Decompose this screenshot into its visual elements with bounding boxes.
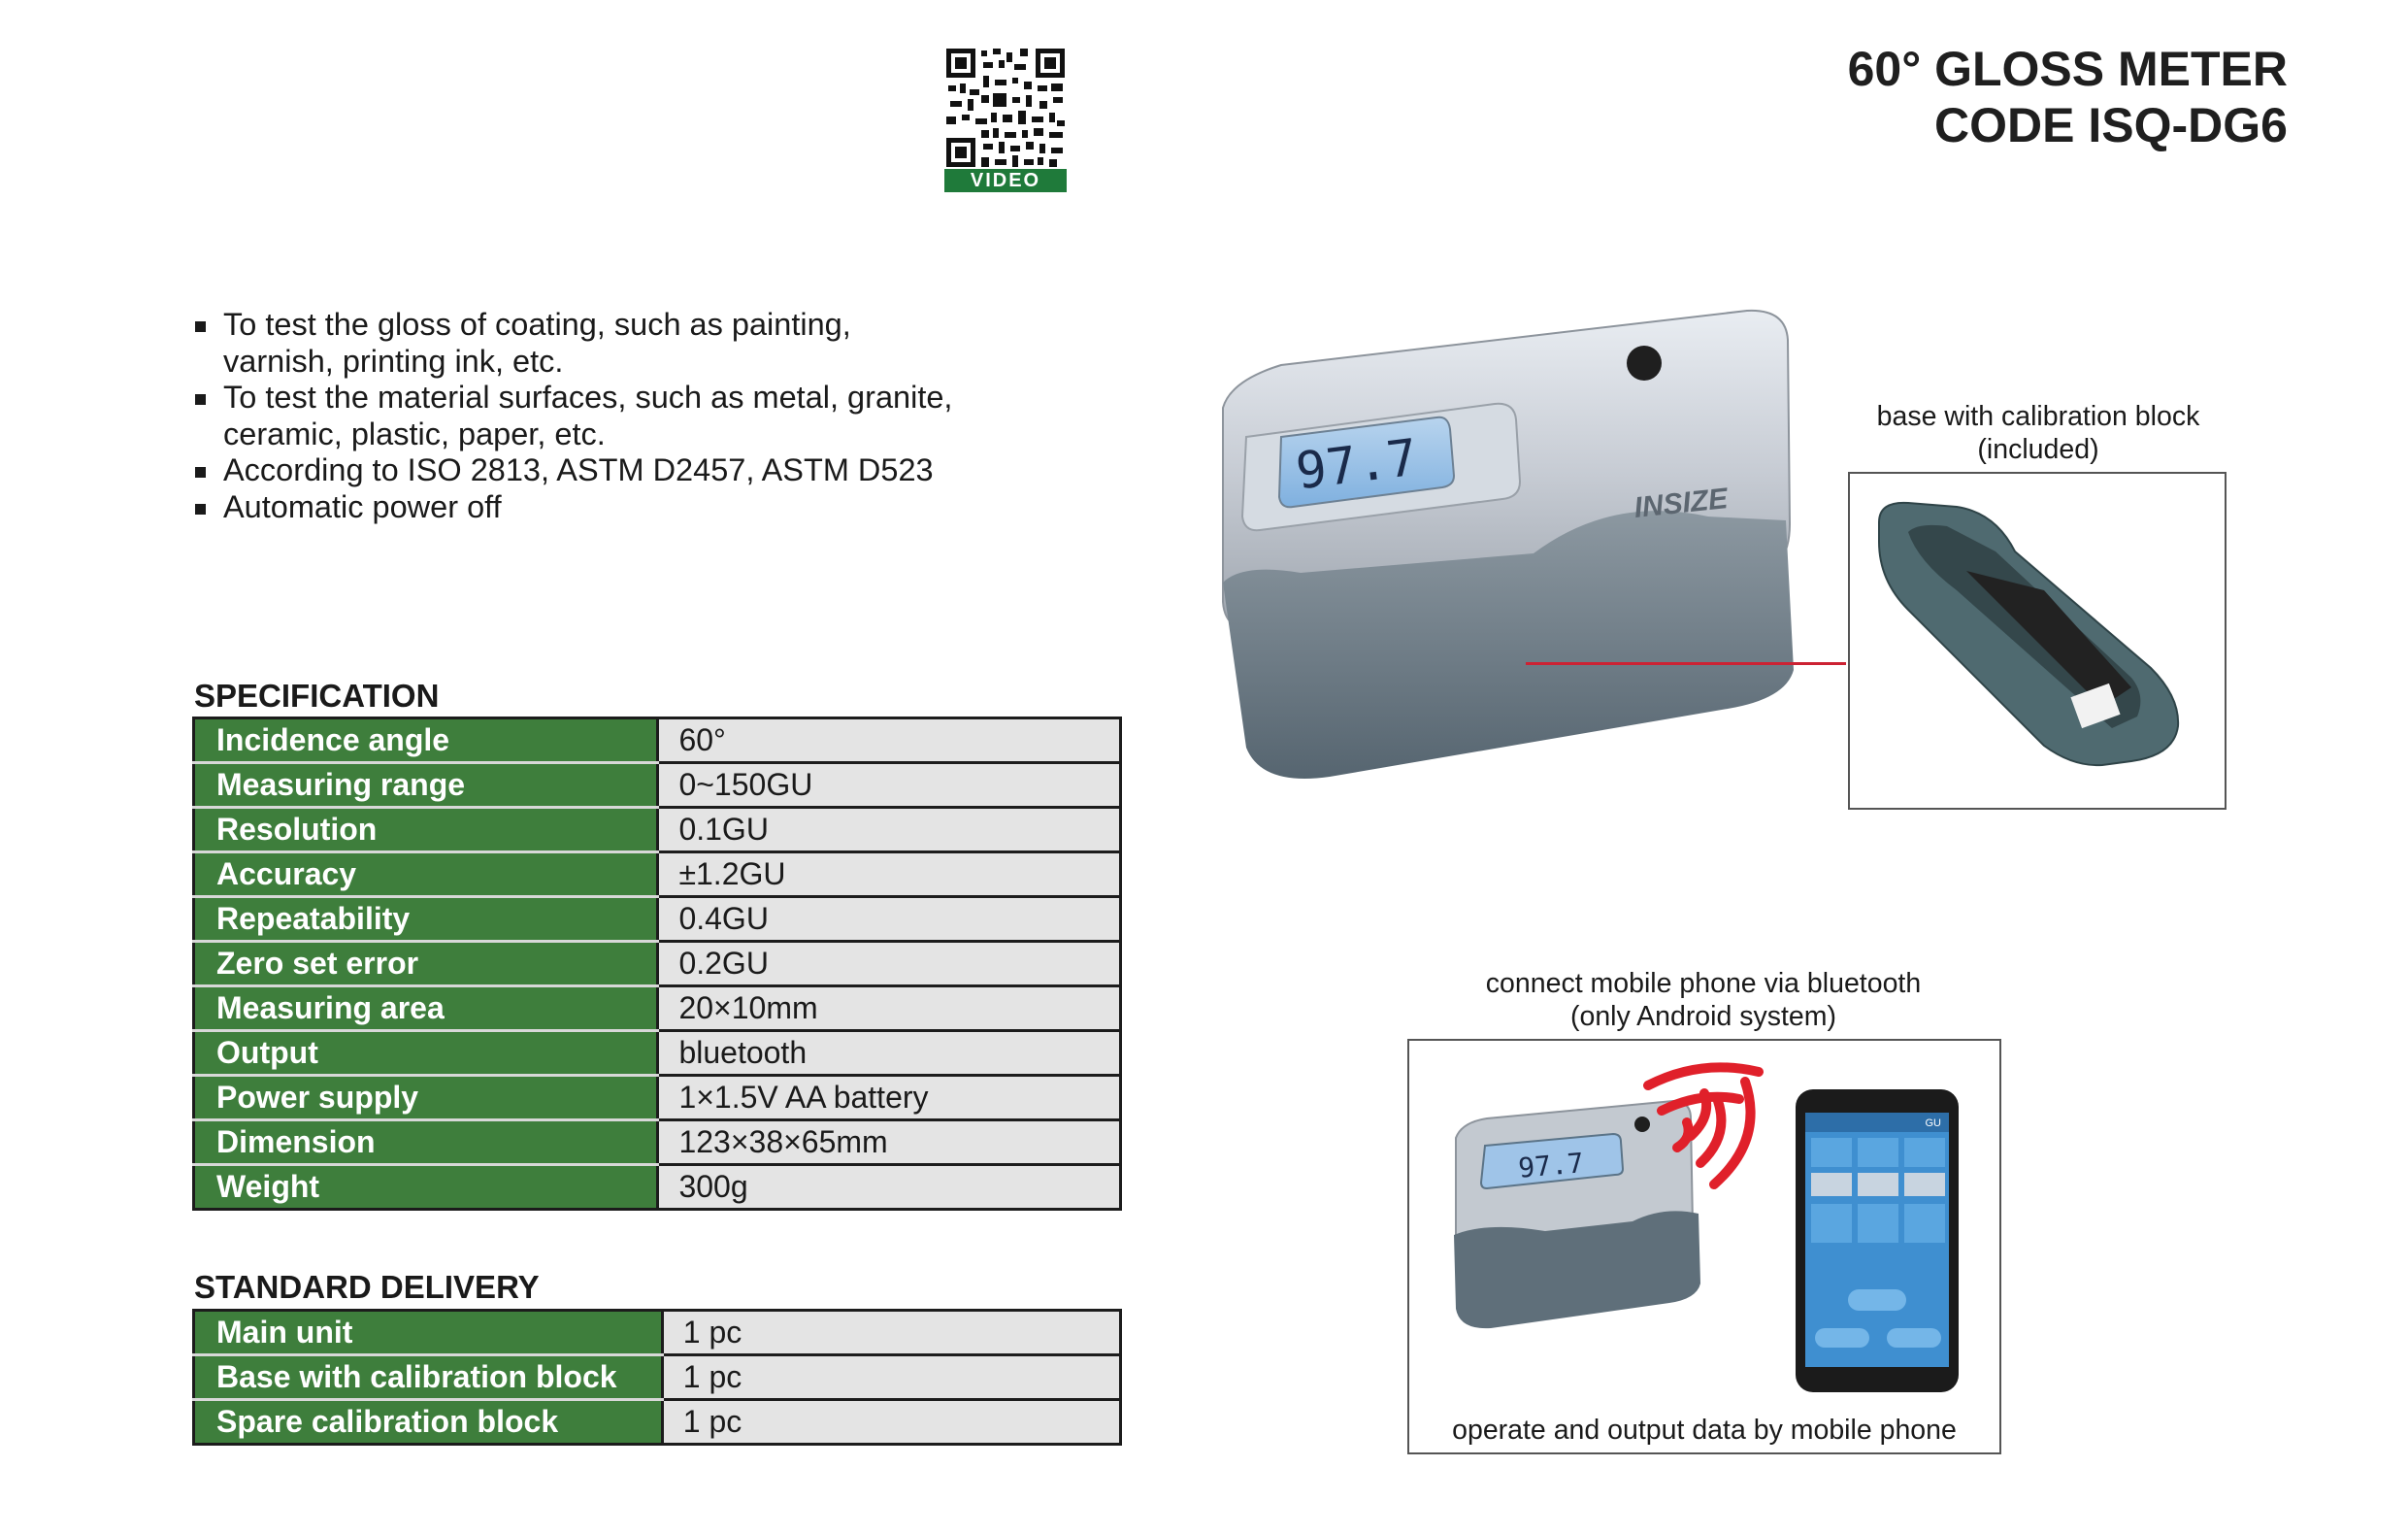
spec-row <box>194 1120 1121 1165</box>
spec-value: 0.2GU <box>658 942 1121 986</box>
phone-image-frame <box>1407 1039 2001 1454</box>
spec-label: Weight <box>194 1165 658 1210</box>
spec-label: Output <box>194 1031 658 1076</box>
spec-label: Resolution <box>194 808 658 852</box>
delivery-heading: STANDARD DELIVERY <box>194 1269 540 1305</box>
delivery-label: Base with calibration block <box>194 1355 663 1400</box>
delivery-row <box>194 1311 1121 1355</box>
feature-item: Automatic power off <box>192 489 1085 526</box>
phone-bottom-caption: operate and output data by mobile phone <box>1452 1415 1957 1446</box>
spec-value: 123×38×65mm <box>658 1120 1121 1165</box>
phone-caption <box>1427 967 1980 1033</box>
spec-value: 300g <box>658 1165 1121 1210</box>
specification-heading: SPECIFICATION <box>194 678 440 714</box>
gloss-meter-icon <box>1204 291 1825 796</box>
title-line-2: CODE ISQ-DG6 <box>1934 98 2288 152</box>
base-caption <box>1834 400 2242 466</box>
spec-row <box>194 808 1121 852</box>
delivery-value: 1 pc <box>662 1400 1120 1445</box>
spec-label: Measuring area <box>194 986 658 1031</box>
meter-brand: INSIZE <box>1633 483 1730 524</box>
spec-value: 60° <box>658 718 1121 763</box>
phone-caption-line-1: connect mobile phone via bluetooth <box>1485 968 1922 999</box>
base-image-frame <box>1848 472 2227 810</box>
spec-value: 0.4GU <box>658 897 1121 942</box>
spec-label: Power supply <box>194 1076 658 1120</box>
title-line-1: 60° GLOSS METER <box>1847 42 2288 96</box>
spec-row <box>194 1031 1121 1076</box>
phone-connection-illustration <box>1409 1041 1999 1410</box>
feature-list <box>192 307 1085 525</box>
spec-label: Accuracy <box>194 852 658 897</box>
spec-label: Repeatability <box>194 897 658 942</box>
base-caption-line-2: (included) <box>1977 434 2099 465</box>
delivery-value: 1 pc <box>662 1311 1120 1355</box>
spec-value: 0~150GU <box>658 763 1121 808</box>
delivery-label: Main unit <box>194 1311 663 1355</box>
delivery-value: 1 pc <box>662 1355 1120 1400</box>
feature-item: According to ISO 2813, ASTM D2457, ASTM D523 <box>192 452 1085 489</box>
calibration-base-icon <box>1850 474 2225 808</box>
spec-value: 20×10mm <box>658 986 1121 1031</box>
spec-label: Dimension <box>194 1120 658 1165</box>
meter-reading: 97.7 <box>1293 428 1421 502</box>
spec-value: bluetooth <box>658 1031 1121 1076</box>
spec-row <box>194 763 1121 808</box>
spec-label: Measuring range <box>194 763 658 808</box>
spec-value: 1×1.5V AA battery <box>658 1076 1121 1120</box>
delivery-row <box>194 1355 1121 1400</box>
page-title <box>1848 41 2288 153</box>
spec-row <box>194 942 1121 986</box>
delivery-row <box>194 1400 1121 1445</box>
phone-caption-line-2: (only Android system) <box>1569 1001 1837 1032</box>
pointer-line <box>1526 662 1846 665</box>
spec-value: 0.1GU <box>658 808 1121 852</box>
base-caption-line-1: base with calibration block <box>1876 401 2200 432</box>
spec-row <box>194 1165 1121 1210</box>
delivery-label: Spare calibration block <box>194 1400 663 1445</box>
spec-row <box>194 718 1121 763</box>
video-label: VIDEO <box>970 170 1041 191</box>
feature-item: To test the gloss of coating, such as painting, varnish, printing ink, etc. <box>192 307 874 380</box>
specification-table <box>192 717 1122 1211</box>
spec-value: ±1.2GU <box>658 852 1121 897</box>
video-qr-code[interactable] <box>944 47 1067 192</box>
spec-row <box>194 986 1121 1031</box>
spec-label: Incidence angle <box>194 718 658 763</box>
phone-unit-label: GU <box>1925 1117 1941 1129</box>
delivery-table <box>192 1309 1122 1446</box>
small-meter-reading: 97.7 <box>1517 1147 1586 1184</box>
feature-item: To test the material surfaces, such as metal, granite, ceramic, plastic, paper, etc. <box>192 380 1039 452</box>
spec-label: Zero set error <box>194 942 658 986</box>
gloss-meter-image <box>1204 291 1825 796</box>
spec-row <box>194 852 1121 897</box>
spec-row <box>194 897 1121 942</box>
spec-row <box>194 1076 1121 1120</box>
